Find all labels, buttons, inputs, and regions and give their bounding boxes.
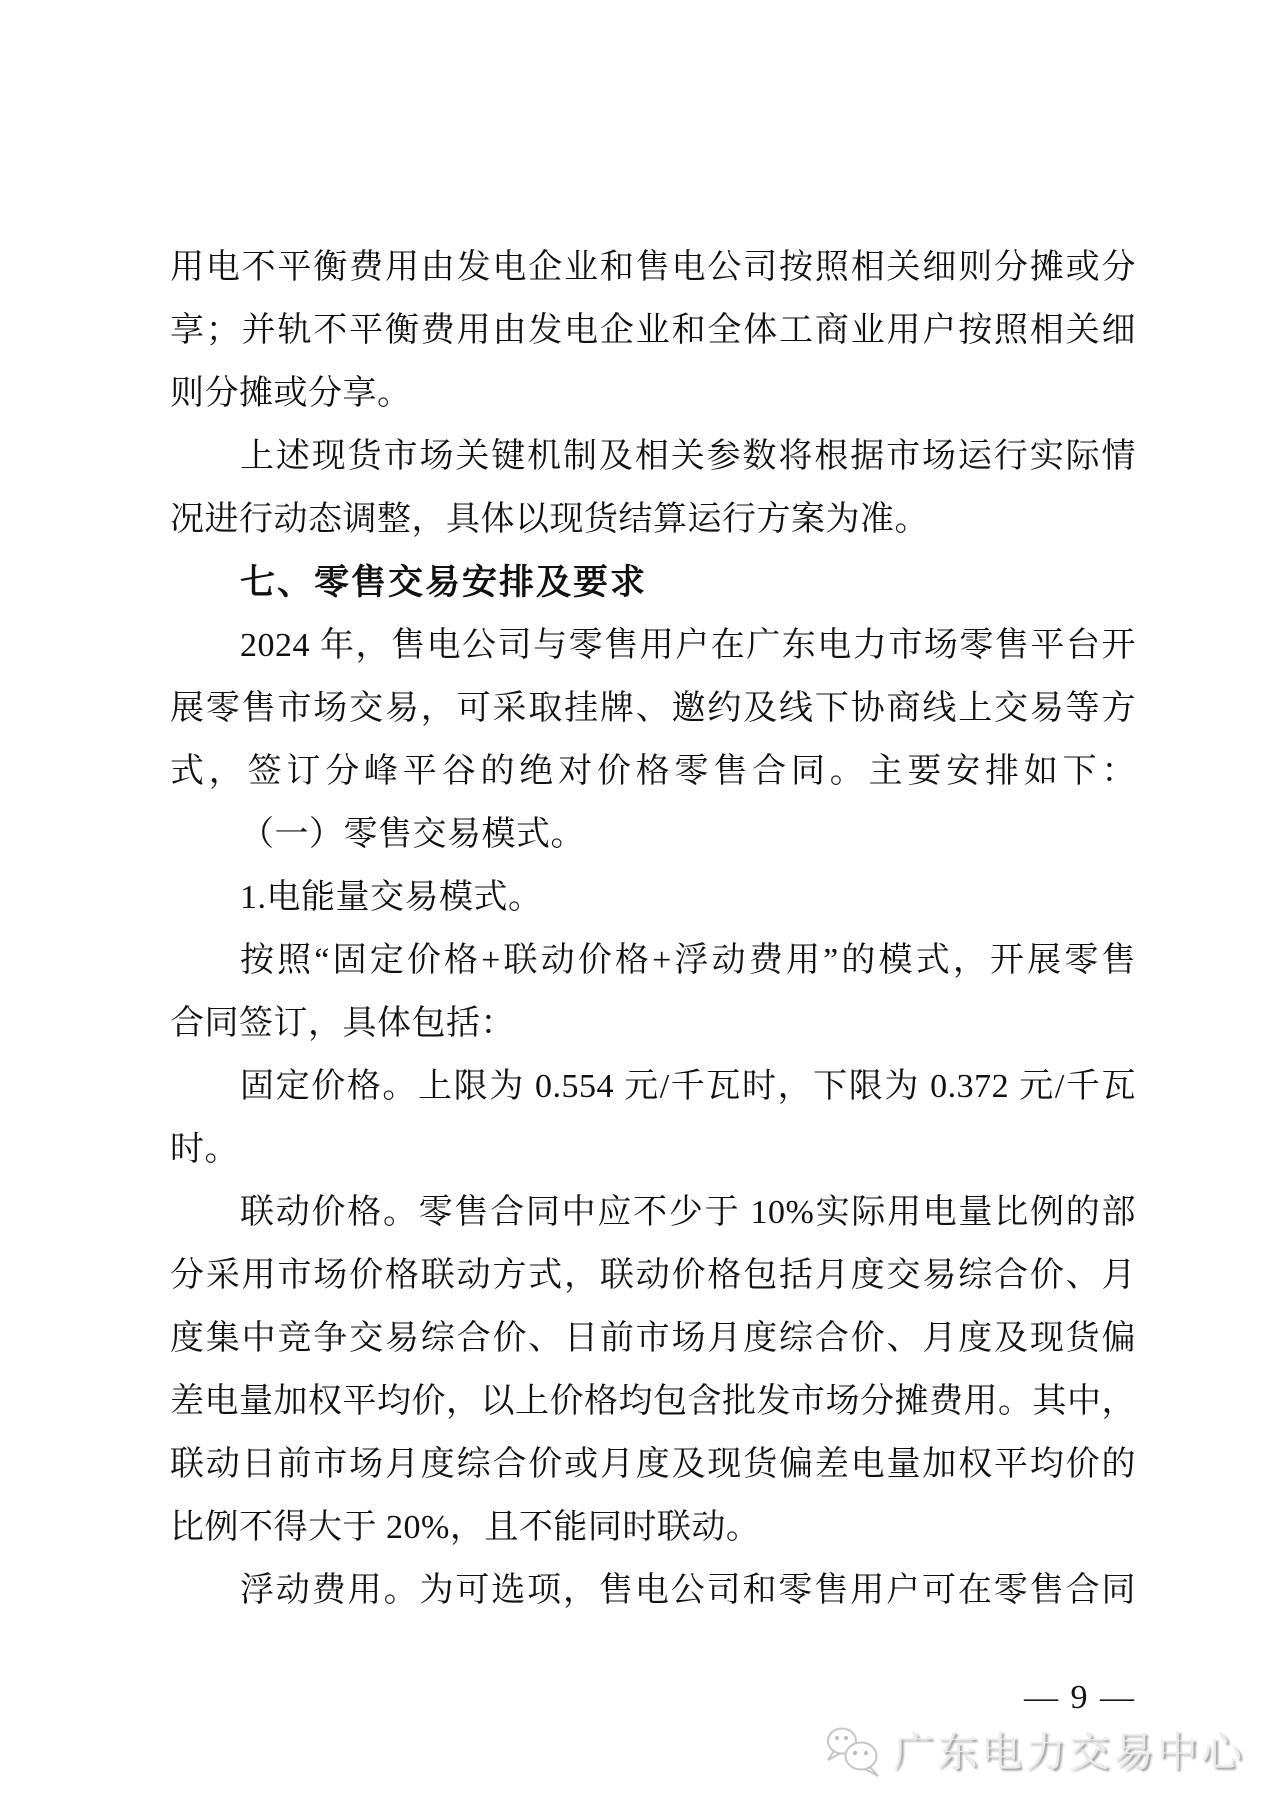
body-text (170, 236, 1136, 1622)
footer-logo-text: 广东电力交易中心 (893, 1729, 1245, 1775)
text-line: 比例不得大于 20%，且不能同时联动。 (170, 1509, 761, 1546)
text-line: 时。 (170, 1131, 239, 1168)
wechat-icon (825, 1726, 883, 1778)
text-line: 度集中竞争交易综合价、日前市场月度综合价、月度及现货偏 (170, 1320, 1136, 1357)
text-line: 况进行动态调整，具体以现货结算运行方案为准。 (170, 501, 929, 538)
text-line: 展零售市场交易，可采取挂牌、邀约及线下协商线上交易等方 (170, 690, 1136, 727)
text-line: 上述现货市场关键机制及相关参数将根据市场运行实际情 (240, 438, 1136, 475)
text-line: 式，签订分峰平谷的绝对价格零售合同。主要安排如下： (170, 753, 1136, 790)
text-line: 联动日前市场月度综合价或月度及现货偏差电量加权平均价的 (170, 1446, 1136, 1483)
text-line: 享；并轨不平衡费用由发电企业和全体工商业用户按照相关细 (170, 312, 1136, 349)
section-heading: 七、零售交易安排及要求 (240, 563, 648, 602)
text-line: 按照“固定价格+联动价格+浮动费用”的模式，开展零售 (240, 942, 1136, 979)
text-line: 固定价格。上限为 0.554 元/千瓦时，下限为 0.372 元/千瓦 (240, 1068, 1136, 1105)
subsection-heading: （一）零售交易模式。 (240, 816, 585, 853)
text-line: 用电不平衡费用由发电企业和售电公司按照相关细则分摊或分 (170, 249, 1136, 286)
footer-watermark (825, 1726, 1245, 1778)
text-line: 浮动费用。为可选项，售电公司和零售用户可在零售合同 (240, 1572, 1136, 1609)
text-line: 2024 年，售电公司与零售用户在广东电力市场零售平台开 (240, 627, 1136, 664)
text-line: 差电量加权平均价，以上价格均包含批发市场分摊费用。其中， (170, 1383, 1136, 1420)
text-line: 联动价格。零售合同中应不少于 10%实际用电量比例的部 (240, 1194, 1136, 1231)
subsection-heading: 1.电能量交易模式。 (240, 879, 543, 916)
text-line: 合同签订，具体包括： (170, 1005, 515, 1042)
page-number: — 9 — (1024, 1679, 1136, 1716)
text-line: 则分摊或分享。 (170, 375, 412, 412)
text-line: 分采用市场价格联动方式，联动价格包括月度交易综合价、月 (170, 1257, 1136, 1294)
